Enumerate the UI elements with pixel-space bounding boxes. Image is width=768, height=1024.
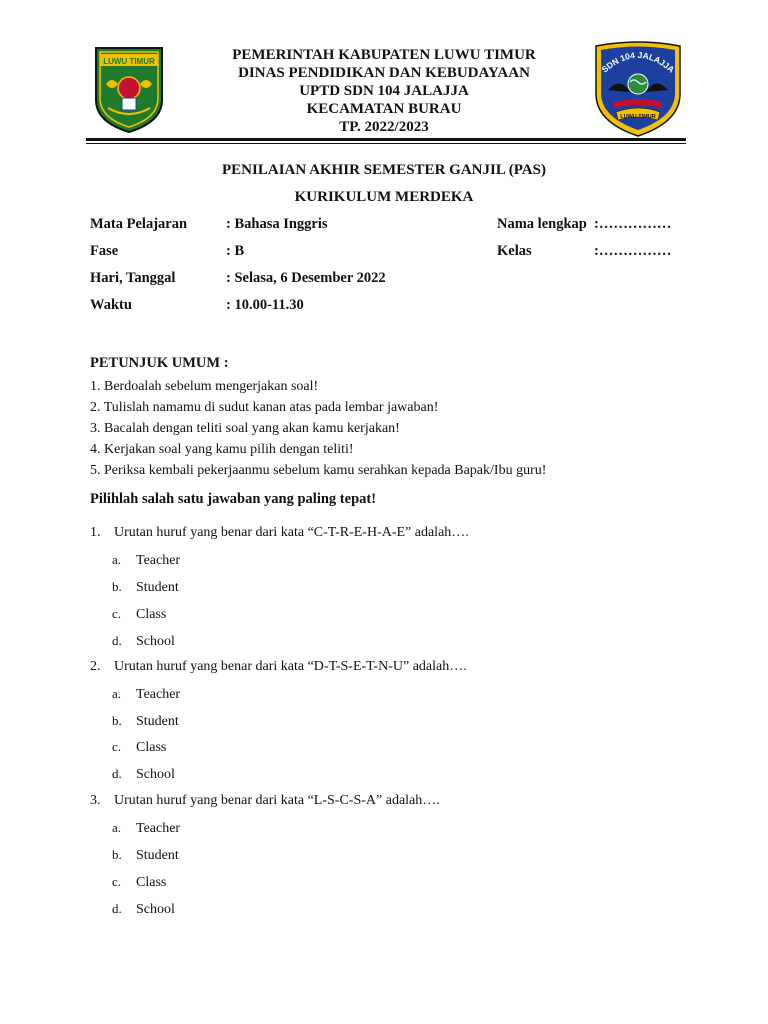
info-label: Fase	[90, 243, 119, 259]
info-label: Hari, Tanggal	[90, 270, 176, 286]
head-line-government: PEMERINTAH KABUPATEN LUWU TIMUR	[232, 47, 536, 63]
option-text: Student	[136, 580, 179, 595]
question-2	[90, 659, 467, 675]
luwu-timur-crest-icon	[92, 42, 166, 134]
name-field[interactable]: :……………	[594, 216, 672, 232]
option-letter: c.	[112, 739, 122, 754]
head-line-department: DINAS PENDIDIKAN DAN KEBUDAYAAN	[238, 65, 530, 81]
class-field[interactable]: :……………	[594, 243, 672, 259]
info-label: Mata Pelajaran	[90, 216, 188, 232]
question-text: Urutan huruf yang benar dari kata “C-T-R-E-H-A-E” adalah….	[114, 525, 469, 540]
option-text: Class	[136, 875, 167, 890]
question-number: 1.	[90, 525, 101, 540]
option-letter: c.	[112, 606, 122, 621]
option-text: Student	[136, 714, 179, 729]
option-letter: d.	[112, 901, 122, 916]
option-letter: a.	[112, 686, 122, 701]
instruction-item: 2. Tulislah namamu di sudut kanan atas pada lembar jawaban!	[90, 400, 439, 415]
option-text: School	[136, 902, 175, 917]
question-1	[90, 525, 469, 541]
question-3	[90, 793, 440, 809]
head-line-year: TP. 2022/2023	[339, 119, 429, 135]
question-1-option-a[interactable]	[112, 552, 180, 569]
info-value: : Bahasa Inggris	[226, 216, 328, 232]
info-value: : 10.00-11.30	[226, 297, 304, 313]
instruction-item: 4. Kerjakan soal yang kamu pilih dengan teliti!	[90, 442, 354, 457]
option-letter: a.	[112, 552, 122, 567]
option-text: Teacher	[136, 553, 181, 568]
svg-text:SDN 104 JALAJJA: SDN 104 JALAJJA	[599, 49, 677, 75]
instruction-item: 1. Berdoalah sebelum mengerjakan soal!	[90, 379, 319, 394]
instruction-item: 5. Periksa kembali pekerjaanmu sebelum kamu serahkan kepada Bapak/Ibu guru!	[90, 463, 547, 478]
question-text: Urutan huruf yang benar dari kata “D-T-S-E-T-N-U” adalah….	[114, 659, 467, 674]
question-2-option-c[interactable]	[112, 739, 166, 756]
question-3-option-d[interactable]	[112, 901, 175, 918]
question-3-option-b[interactable]	[112, 847, 179, 864]
school-crest-icon	[590, 38, 686, 138]
option-letter: d.	[112, 633, 122, 648]
option-text: Teacher	[136, 687, 181, 702]
letterhead-rule-thin	[86, 143, 686, 144]
question-3-option-a[interactable]	[112, 820, 180, 837]
instruction-item: 3. Bacalah dengan teliti soal yang akan kamu kerjakan!	[90, 421, 400, 436]
info-label: Kelas	[497, 243, 532, 259]
option-text: School	[136, 634, 175, 649]
option-text: Teacher	[136, 821, 181, 836]
letterhead-text	[170, 46, 598, 136]
question-2-option-b[interactable]	[112, 713, 179, 730]
option-letter: a.	[112, 820, 122, 835]
option-text: Class	[136, 740, 167, 755]
svg-text:LUWU TIMUR: LUWU TIMUR	[103, 57, 155, 66]
info-value: : Selasa, 6 Desember 2022	[226, 270, 386, 286]
general-instructions-title: PETUNJUK UMUM :	[90, 355, 229, 371]
question-text: Urutan huruf yang benar dari kata “L-S-C-S-A” adalah….	[114, 793, 440, 808]
question-1-option-d[interactable]	[112, 633, 175, 650]
head-line-school: UPTD SDN 104 JALAJJA	[299, 83, 469, 99]
option-text: Student	[136, 848, 179, 863]
question-number: 3.	[90, 793, 101, 808]
option-letter: c.	[112, 874, 122, 889]
info-label: Nama lengkap	[497, 216, 587, 232]
question-instruction: Pilihlah salah satu jawaban yang paling tepat!	[90, 491, 377, 507]
head-line-district: KECAMATAN BURAU	[306, 101, 462, 117]
question-2-option-d[interactable]	[112, 766, 175, 783]
question-number: 2.	[90, 659, 101, 674]
exam-subtitle: KURIKULUM MERDEKA	[294, 189, 474, 205]
option-text: School	[136, 767, 175, 782]
letterhead-rule-thick	[86, 138, 686, 141]
exam-title: PENILAIAN AKHIR SEMESTER GANJIL (PAS)	[222, 162, 546, 178]
letterhead	[0, 0, 768, 150]
svg-text:LUWU TIMUR: LUWU TIMUR	[620, 114, 656, 120]
question-3-option-c[interactable]	[112, 874, 166, 891]
question-1-option-b[interactable]	[112, 579, 179, 596]
info-label: Waktu	[90, 297, 132, 313]
option-letter: b.	[112, 713, 122, 728]
option-letter: d.	[112, 766, 122, 781]
info-value: : B	[226, 243, 245, 259]
option-text: Class	[136, 607, 167, 622]
option-letter: b.	[112, 847, 122, 862]
option-letter: b.	[112, 579, 122, 594]
general-instructions-list	[90, 376, 546, 481]
question-2-option-a[interactable]	[112, 686, 180, 703]
question-1-option-c[interactable]	[112, 606, 166, 623]
